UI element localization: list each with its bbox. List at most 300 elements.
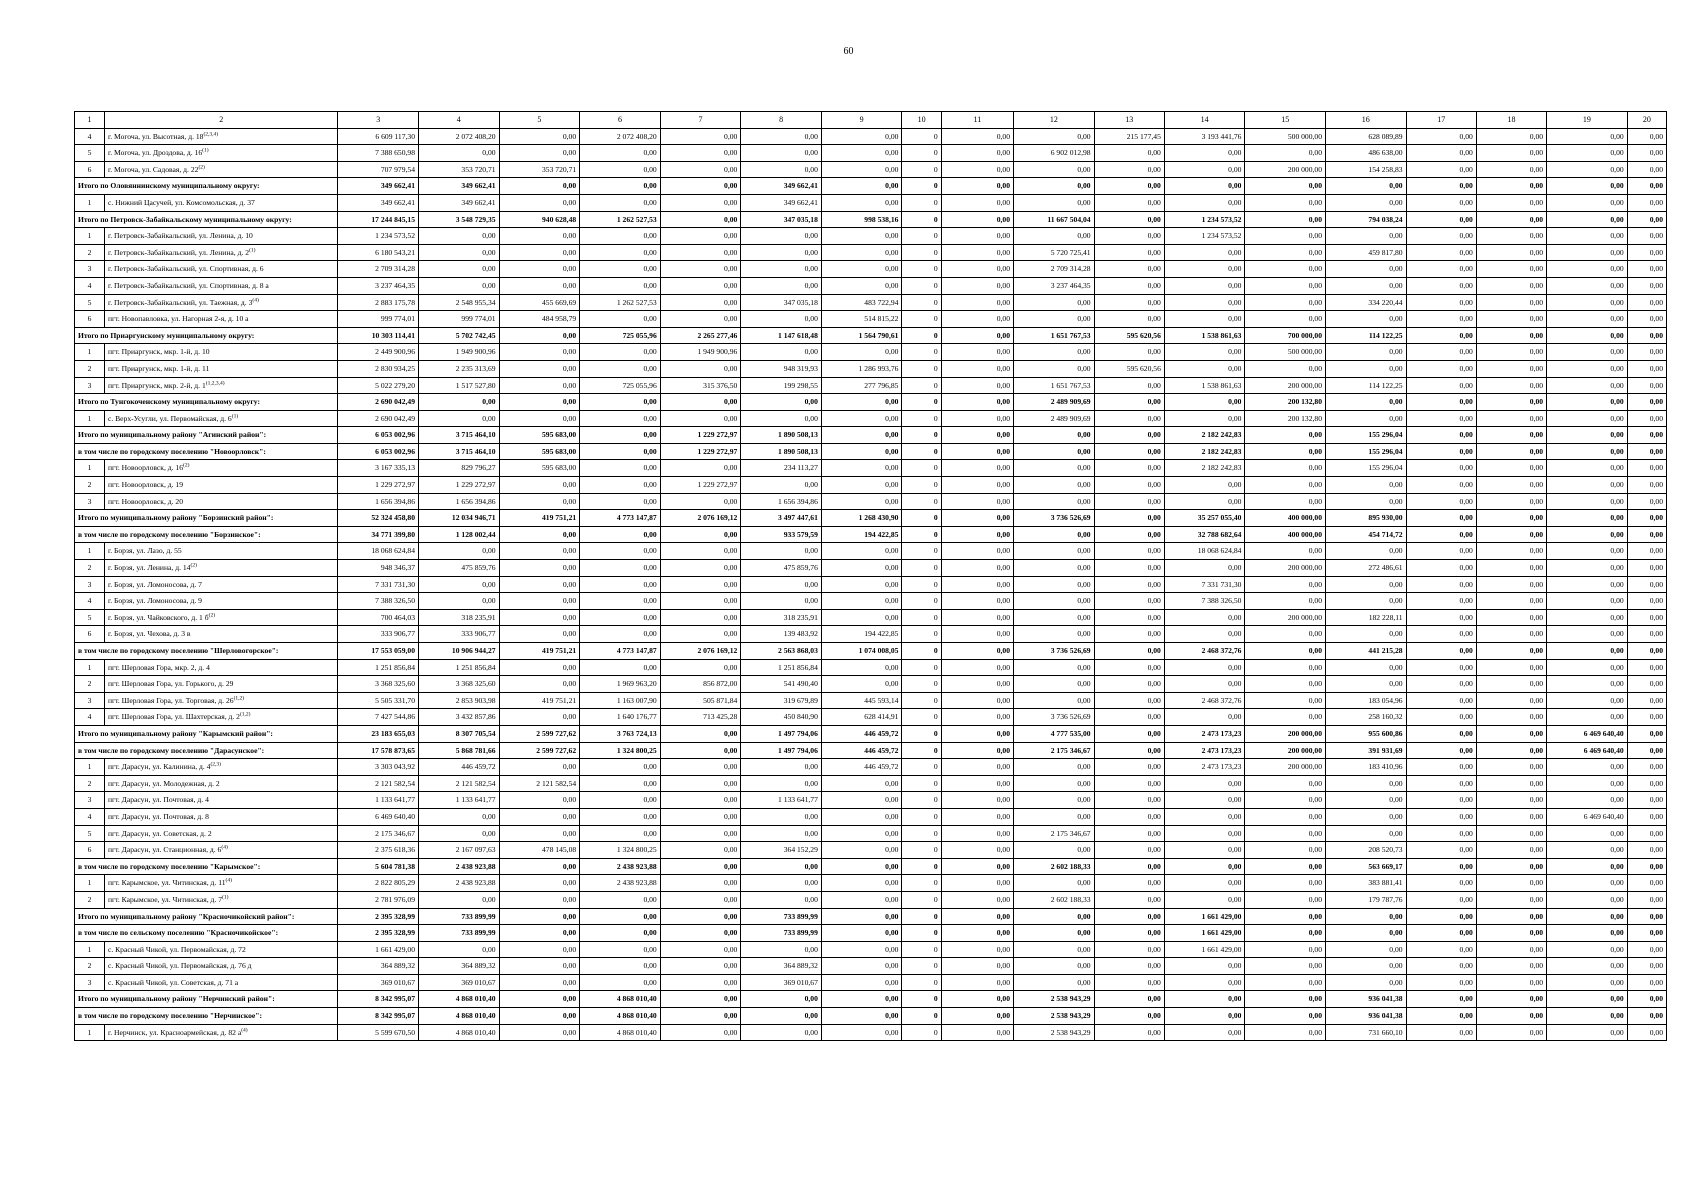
row-number: 3 [75,576,105,593]
value-cell: 1 538 861,63 [1164,327,1245,344]
value-cell: 0 [902,344,941,361]
value-cell: 0,00 [1164,244,1245,261]
value-cell: 0,00 [1326,925,1407,942]
value-cell: 0,00 [821,891,902,908]
table-row [75,228,1667,245]
value-cell: 0,00 [1094,692,1164,709]
value-cell: 0,00 [821,991,902,1008]
value-cell: 0,00 [1094,277,1164,294]
footnote-marker: (4) [225,877,232,884]
value-cell: 1 229 272,97 [660,427,741,444]
value-cell: 0,00 [1094,808,1164,825]
value-cell: 3 432 857,86 [419,709,500,726]
value-cell: 3 167 335,13 [338,460,419,477]
value-cell: 5 868 781,66 [419,742,500,759]
value-cell: 0,00 [660,725,741,742]
value-cell: 3 193 441,76 [1164,128,1245,145]
row-number: 1 [75,875,105,892]
value-cell: 0,00 [941,626,1013,643]
value-cell: 1 133 641,77 [419,792,500,809]
value-cell: 0,00 [1094,460,1164,477]
row-number: 6 [75,626,105,643]
value-cell: 0,00 [821,1024,902,1041]
value-cell: 0,00 [1476,908,1546,925]
value-cell: 0,00 [941,477,1013,494]
value-cell: 0,00 [580,410,661,427]
value-cell: 0,00 [499,991,580,1008]
address-cell: г. Могоча, ул. Садовая, д. 22$^{(2)}$ [104,161,337,178]
value-cell: 0,00 [1547,311,1628,328]
value-cell: 0,00 [1476,244,1546,261]
value-cell: 1 229 272,97 [419,477,500,494]
value-cell: 8 342 995,07 [338,1008,419,1025]
value-cell: 0,00 [1627,394,1666,411]
value-cell: 0,00 [1627,194,1666,211]
value-cell: 0,00 [1094,261,1164,278]
value-cell: 0,00 [1547,842,1628,859]
value-cell: 0,00 [1245,974,1326,991]
value-cell: 1 229 272,97 [660,477,741,494]
value-cell: 0,00 [821,825,902,842]
footnote-marker: (2) [208,612,216,619]
value-cell: 0,00 [941,294,1013,311]
value-cell: 0,00 [1014,609,1095,626]
value-cell: 500 000,00 [1245,128,1326,145]
value-cell: 0,00 [580,925,661,942]
value-cell: 2 449 900,96 [338,344,419,361]
value-cell: 1 147 618,48 [741,327,822,344]
value-cell: 733 899,99 [419,925,500,942]
row-number: 1 [75,543,105,560]
address-cell: г. Петровск-Забайкальский, ул. Спортивная, д. 8 а [104,277,337,294]
column-number-cell: 7 [660,112,741,129]
value-cell: 391 931,69 [1326,742,1407,759]
value-cell: 2 473 173,23 [1164,725,1245,742]
value-cell: 0 [902,244,941,261]
row-number: 1 [75,194,105,211]
value-cell: 0,00 [1094,941,1164,958]
subtotal-row [75,925,1667,942]
value-cell: 0,00 [1014,294,1095,311]
subtotal-row [75,991,1667,1008]
value-cell: 0,00 [1547,1024,1628,1041]
row-number: 1 [75,1024,105,1041]
value-cell: 0,00 [821,261,902,278]
value-cell: 0,00 [741,1008,822,1025]
row-number: 2 [75,775,105,792]
value-cell: 0,00 [1627,493,1666,510]
value-cell: 0,00 [1627,244,1666,261]
table-row [75,277,1667,294]
value-cell: 334 220,44 [1326,294,1407,311]
value-cell: 0,00 [1476,1008,1546,1025]
value-cell: 0 [902,128,941,145]
value-cell: 1 262 527,53 [580,211,661,228]
value-cell: 0,00 [1164,360,1245,377]
value-cell: 0,00 [1627,560,1666,577]
value-cell: 0 [902,228,941,245]
row-number: 3 [75,377,105,394]
value-cell: 0,00 [1094,759,1164,776]
value-cell: 4 773 147,87 [580,510,661,527]
row-number: 6 [75,161,105,178]
value-cell: 0,00 [1406,427,1476,444]
address-cell: пгт. Новоорловск, д. 19 [104,477,337,494]
value-cell: 0,00 [580,891,661,908]
value-cell: 0,00 [1245,543,1326,560]
value-cell: 234 113,27 [741,460,822,477]
value-cell: 0,00 [1164,659,1245,676]
value-cell: 0 [902,526,941,543]
value-cell: 0 [902,360,941,377]
value-cell: 0,00 [941,128,1013,145]
table-row [75,692,1667,709]
subtotal-label: Итого по муниципальному району "Агинский район": [75,427,338,444]
value-cell: 0,00 [660,1024,741,1041]
value-cell: 0,00 [1406,742,1476,759]
value-cell: 0,00 [821,443,902,460]
value-cell: 0,00 [1094,875,1164,892]
value-cell: 0,00 [660,891,741,908]
table-row [75,128,1667,145]
value-cell: 0,00 [1245,443,1326,460]
value-cell: 0,00 [1547,593,1628,610]
value-cell: 6 902 012,98 [1014,145,1095,162]
value-cell: 0,00 [660,659,741,676]
value-cell: 1 651 767,53 [1014,377,1095,394]
value-cell: 0,00 [1014,128,1095,145]
subtotal-row [75,443,1667,460]
value-cell: 0,00 [1094,842,1164,859]
value-cell: 0,00 [1326,543,1407,560]
table-row [75,941,1667,958]
column-number-cell: 13 [1094,112,1164,129]
value-cell: 446 459,72 [821,759,902,776]
value-cell: 2 121 582,54 [419,775,500,792]
subtotal-label: Итого по Приаргунскому муниципальному округу: [75,327,338,344]
value-cell: 4 777 535,00 [1014,725,1095,742]
value-cell: 0,00 [499,659,580,676]
table-row [75,311,1667,328]
value-cell: 0,00 [1476,808,1546,825]
value-cell: 2 072 408,20 [580,128,661,145]
table-row [75,676,1667,693]
value-cell: 0,00 [1547,410,1628,427]
value-cell: 0,00 [660,792,741,809]
value-cell: 0,00 [580,277,661,294]
row-number: 2 [75,560,105,577]
value-cell: 0,00 [1627,659,1666,676]
value-cell: 0 [902,211,941,228]
value-cell: 0,00 [499,593,580,610]
value-cell: 563 669,17 [1326,858,1407,875]
value-cell: 0,00 [660,360,741,377]
value-cell: 10 906 944,27 [419,643,500,660]
value-cell: 3 763 724,13 [580,725,661,742]
value-cell: 0,00 [1094,891,1164,908]
value-cell: 0,00 [1014,228,1095,245]
address-cell: пгт. Дарасун, ул. Молодежная, д. 2 [104,775,337,792]
value-cell: 0,00 [660,543,741,560]
value-cell: 0,00 [1014,560,1095,577]
value-cell: 0,00 [1476,593,1546,610]
value-cell: 0,00 [741,344,822,361]
subtotal-row [75,178,1667,195]
value-cell: 0,00 [580,460,661,477]
column-number-cell: 19 [1547,112,1628,129]
value-cell: 0,00 [941,925,1013,942]
subtotal-row [75,510,1667,527]
value-cell: 0,00 [1547,676,1628,693]
address-cell: г. Борзя, ул. Чехова, д. 3 в [104,626,337,643]
value-cell: 0,00 [660,875,741,892]
value-cell: 0,00 [821,394,902,411]
value-cell: 0,00 [941,709,1013,726]
value-cell: 0,00 [499,958,580,975]
value-cell: 419 751,21 [499,643,580,660]
value-cell: 0,00 [1627,593,1666,610]
value-cell: 0,00 [1014,908,1095,925]
value-cell: 0,00 [580,792,661,809]
value-cell: 0,00 [1164,858,1245,875]
value-cell: 318 235,91 [419,609,500,626]
value-cell: 0,00 [941,360,1013,377]
value-cell: 0,00 [741,1024,822,1041]
value-cell: 0,00 [1326,626,1407,643]
value-cell: 0,00 [1547,643,1628,660]
value-cell: 0,00 [419,808,500,825]
value-cell: 0,00 [1406,211,1476,228]
value-cell: 0 [902,941,941,958]
value-cell: 0,00 [499,410,580,427]
value-cell: 0,00 [1406,825,1476,842]
value-cell: 3 368 325,60 [419,676,500,693]
value-cell: 34 771 399,80 [338,526,419,543]
address-cell: пгт. Дарасун, ул. Почтовая, д. 8 [104,808,337,825]
value-cell: 1 251 856,84 [741,659,822,676]
value-cell: 0,00 [419,825,500,842]
subtotal-label: Итого по Тунгокоченскому муниципальному округу: [75,394,338,411]
value-cell: 0,00 [1094,427,1164,444]
value-cell: 0,00 [499,560,580,577]
value-cell: 628 089,89 [1326,128,1407,145]
value-cell: 0,00 [941,593,1013,610]
value-cell: 0,00 [1406,161,1476,178]
value-cell: 0,00 [1406,593,1476,610]
value-cell: 0,00 [941,759,1013,776]
value-cell: 199 298,55 [741,377,822,394]
value-cell: 0,00 [1627,477,1666,494]
row-number: 2 [75,676,105,693]
address-cell: пгт. Шерловая Гора, мкр. 2, д. 4 [104,659,337,676]
value-cell: 0,00 [1094,178,1164,195]
value-cell: 0,00 [1406,1008,1476,1025]
subtotal-row [75,725,1667,742]
value-cell: 0,00 [1245,593,1326,610]
value-cell: 0,00 [1164,875,1245,892]
value-cell: 0,00 [660,410,741,427]
value-cell: 0,00 [1547,991,1628,1008]
value-cell: 419 751,21 [499,692,580,709]
value-cell: 0,00 [1326,792,1407,809]
value-cell: 0,00 [1627,294,1666,311]
value-cell: 0,00 [821,775,902,792]
address-cell: г. Могоча, ул. Дроздова, д. 16$^{(1)}$ [104,145,337,162]
value-cell: 1 949 900,96 [660,344,741,361]
value-cell: 0,00 [1406,560,1476,577]
table-row [75,792,1667,809]
table-row [75,609,1667,626]
value-cell: 333 906,77 [419,626,500,643]
value-cell: 2 599 727,62 [499,742,580,759]
value-cell: 0 [902,560,941,577]
value-cell: 8 307 705,54 [419,725,500,742]
value-cell: 0,00 [1476,626,1546,643]
value-cell: 0,00 [1406,244,1476,261]
value-cell: 0,00 [1014,344,1095,361]
value-cell: 0,00 [741,941,822,958]
value-cell: 0,00 [1164,493,1245,510]
value-cell: 419 751,21 [499,510,580,527]
value-cell: 364 889,32 [338,958,419,975]
subtotal-row [75,211,1667,228]
value-cell: 2 489 909,69 [1014,410,1095,427]
value-cell: 0,00 [1547,427,1628,444]
value-cell: 0 [902,958,941,975]
value-cell: 0,00 [1406,941,1476,958]
value-cell: 0,00 [499,128,580,145]
value-cell: 1 517 527,80 [419,377,500,394]
value-cell: 0,00 [1245,626,1326,643]
value-cell: 0,00 [1014,178,1095,195]
value-cell: 0,00 [1476,858,1546,875]
value-cell: 0,00 [1014,676,1095,693]
value-cell: 0,00 [1627,991,1666,1008]
value-cell: 0,00 [499,1024,580,1041]
table-row [75,344,1667,361]
value-cell: 0,00 [741,991,822,1008]
address-cell: пгт. Приаргунск, мкр. 2-й, д. 1$^{(1,2,3,4)}$ [104,377,337,394]
value-cell: 155 296,04 [1326,443,1407,460]
value-cell: 1 661 429,00 [338,941,419,958]
table-row [75,659,1667,676]
value-cell: 0,00 [1245,908,1326,925]
value-cell: 5 702 742,45 [419,327,500,344]
value-cell: 0,00 [1627,377,1666,394]
value-cell: 349 662,41 [419,194,500,211]
value-cell: 441 215,28 [1326,643,1407,660]
value-cell: 369 010,67 [741,974,822,991]
value-cell: 200 000,00 [1245,725,1326,742]
value-cell: 0,00 [1164,1024,1245,1041]
address-cell: с. Нижний Цасучей, ул. Комсомольская, д. 37 [104,194,337,211]
value-cell: 0,00 [1406,891,1476,908]
value-cell: 0,00 [1406,493,1476,510]
value-cell: 0,00 [1547,576,1628,593]
value-cell: 483 722,94 [821,294,902,311]
value-cell: 0,00 [1326,941,1407,958]
value-cell: 0 [902,178,941,195]
value-cell: 0 [902,709,941,726]
table-row [75,161,1667,178]
value-cell: 0,00 [660,228,741,245]
value-cell: 0,00 [419,543,500,560]
value-cell: 4 868 010,40 [419,991,500,1008]
value-cell: 0 [902,626,941,643]
value-cell: 154 258,83 [1326,161,1407,178]
value-cell: 0,00 [419,145,500,162]
page-number: 60 [843,46,854,57]
value-cell: 0,00 [821,560,902,577]
value-cell: 446 459,72 [821,725,902,742]
row-number: 1 [75,759,105,776]
value-cell: 0,00 [1627,228,1666,245]
value-cell: 1 538 861,63 [1164,377,1245,394]
value-cell: 0 [902,145,941,162]
value-cell: 0,00 [1547,394,1628,411]
value-cell: 0,00 [1245,460,1326,477]
value-cell: 10 303 114,41 [338,327,419,344]
value-cell: 2 438 923,88 [580,875,661,892]
value-cell: 2 538 943,29 [1014,1024,1095,1041]
column-number-cell: 11 [941,112,1013,129]
value-cell: 0,00 [741,244,822,261]
value-cell: 0,00 [941,808,1013,825]
value-cell: 0,00 [499,277,580,294]
value-cell: 0,00 [1406,709,1476,726]
value-cell: 400 000,00 [1245,526,1326,543]
value-cell: 0,00 [821,941,902,958]
value-cell: 0,00 [1547,925,1628,942]
address-cell: с. Верх-Усугли, ул. Первомайская, д. 6$^{(1)}$ [104,410,337,427]
subtotal-row [75,858,1667,875]
table-row [75,709,1667,726]
value-cell: 0 [902,692,941,709]
value-cell: 0,00 [580,178,661,195]
value-cell: 0,00 [1547,908,1628,925]
value-cell: 478 145,08 [499,842,580,859]
value-cell: 0,00 [1476,958,1546,975]
footnote-marker: (1,2) [233,695,245,702]
value-cell: 0,00 [1476,128,1546,145]
value-cell: 0,00 [1627,958,1666,975]
value-cell: 2 781 976,09 [338,891,419,908]
value-cell: 0,00 [1406,128,1476,145]
value-cell: 0,00 [821,344,902,361]
value-cell: 0,00 [941,344,1013,361]
value-cell: 0,00 [1406,360,1476,377]
value-cell: 0,00 [1406,477,1476,494]
value-cell: 595 683,00 [499,443,580,460]
value-cell: 1 661 429,00 [1164,908,1245,925]
value-cell: 2 182 242,83 [1164,427,1245,444]
value-cell: 0,00 [1014,792,1095,809]
value-cell: 0,00 [499,493,580,510]
value-cell: 446 459,72 [419,759,500,776]
value-cell: 0,00 [1245,194,1326,211]
value-cell: 0,00 [941,825,1013,842]
row-number: 6 [75,311,105,328]
value-cell: 0,00 [1627,576,1666,593]
value-cell: 12 034 946,71 [419,510,500,527]
value-cell: 2 076 169,12 [660,643,741,660]
value-cell: 0,00 [1014,194,1095,211]
value-cell: 0,00 [1014,443,1095,460]
value-cell: 0,00 [1406,725,1476,742]
value-cell: 484 958,79 [499,311,580,328]
value-cell: 0,00 [499,145,580,162]
value-cell: 0,00 [499,875,580,892]
